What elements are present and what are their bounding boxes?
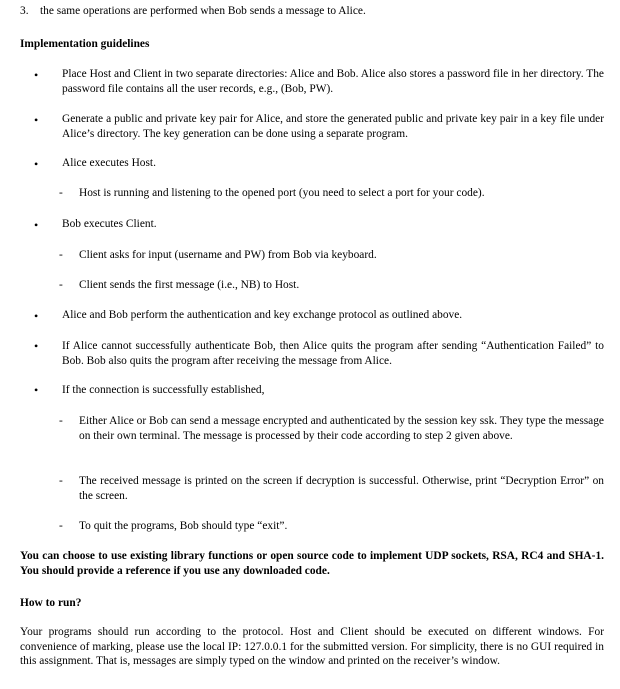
guideline-client-input: Client asks for input (username and PW) from Bob via keyboard. — [79, 249, 377, 261]
dash-icon: - — [59, 520, 63, 532]
dash-icon: - — [59, 187, 63, 199]
bullet-icon: • — [34, 339, 39, 353]
step-3-text: the same operations are performed when Bob sends a message to Alice. — [40, 5, 366, 17]
guideline-host-listening: Host is running and listening to the opened port (you need to select a port for your code). — [79, 187, 485, 199]
dash-icon: - — [59, 279, 63, 291]
implementation-guidelines-heading: Implementation guidelines — [20, 38, 150, 50]
guideline-directories: Place Host and Client in two separate directories: Alice and Bob. Alice also stores a password file in her directory. The password file contains all the user records, e.g., (Bob, PW). — [62, 68, 604, 95]
bullet-icon: • — [34, 68, 39, 82]
guideline-first-message: Client sends the first message (i.e., NB) to Host. — [79, 279, 300, 291]
how-to-run-heading: How to run? — [20, 597, 82, 609]
guideline-alice-host: Alice executes Host. — [62, 157, 156, 169]
guideline-decryption: The received message is printed on the screen if decryption is successful. Otherwise, print “Decryption Error” on the screen. — [79, 475, 604, 502]
dash-icon: - — [59, 415, 63, 427]
bullet-icon: • — [34, 113, 39, 127]
library-note: You can choose to use existing library functions or open source code to implement UDP sockets, RSA, RC4 and SHA-1. You should provide a reference if you use any downloaded code. — [20, 550, 604, 577]
guideline-send-encrypted: Either Alice or Bob can send a message encrypted and authenticated by the session key ssk. They type the message on their own terminal. The message is processed by their code according to step 2 given above. — [79, 415, 604, 442]
how-to-run-text: Your programs should run according to the protocol. Host and Client should be executed on different windows. For convenience of marking, please use the local IP: 127.0.0.1 for the submitted version. For simplicity, there is no GUI required in this assignment. That is, messages are simply typed on the window and printed on the receiver’s window. — [20, 626, 604, 667]
dash-icon: - — [59, 249, 63, 261]
guideline-authentication: Alice and Bob perform the authentication and key exchange protocol as outlined above. — [62, 309, 463, 321]
guideline-auth-failed: If Alice cannot successfully authenticate Bob, then Alice quits the program after sending “Authentication Failed” to Bob. Bob also quits the program after receiving the message from Alice. — [62, 340, 604, 367]
bullet-icon: • — [34, 383, 39, 397]
guideline-key-pair: Generate a public and private key pair for Alice, and store the generated public and private key pair in a key file under Alice’s directory. The key generation can be done using a separate program. — [62, 113, 604, 140]
dash-icon: - — [59, 475, 63, 487]
bullet-icon: • — [34, 309, 39, 323]
guideline-bob-client: Bob executes Client. — [62, 218, 157, 230]
bullet-icon: • — [34, 218, 39, 232]
guideline-connection-established: If the connection is successfully established, — [62, 384, 265, 396]
guideline-quit: To quit the programs, Bob should type “exit”. — [79, 520, 288, 532]
step-number: 3. — [20, 5, 29, 17]
bullet-icon: • — [34, 157, 39, 171]
